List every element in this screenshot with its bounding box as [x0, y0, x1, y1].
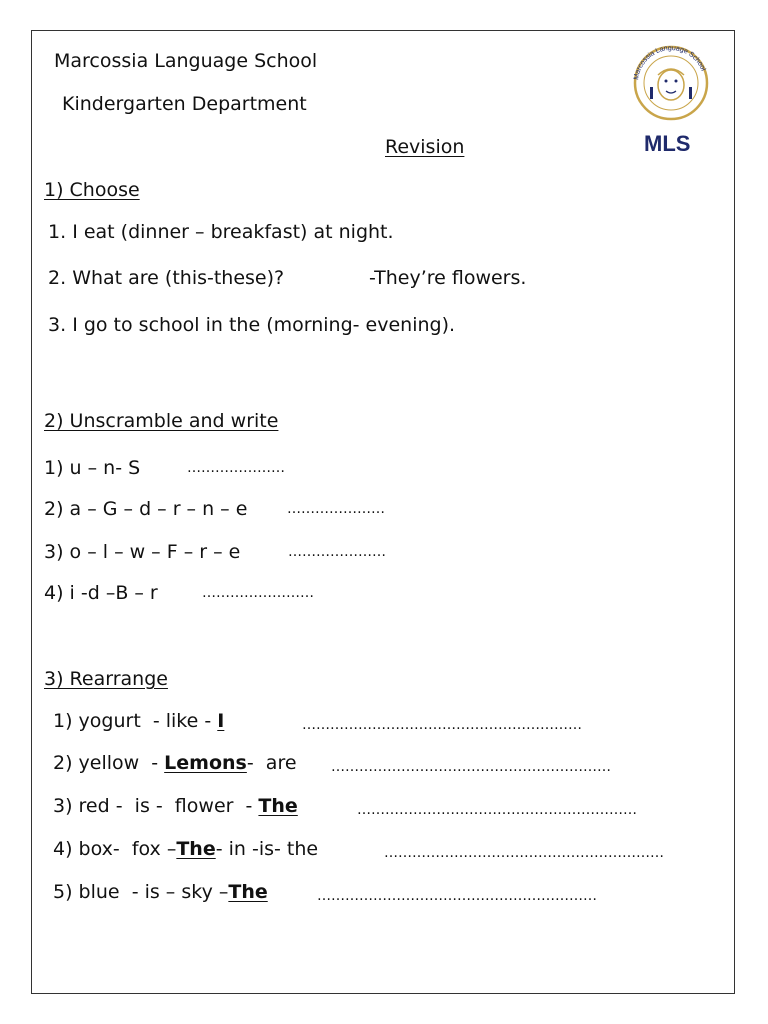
list-item: 4) i -d –B – r	[44, 582, 158, 604]
section2-heading: 2) Unscramble and write	[44, 410, 279, 432]
list-item: 5) blue - is – sky –The	[53, 881, 268, 903]
list-item: 2) yellow - Lemons- are	[53, 752, 297, 774]
list-item: 1) u – n- S	[44, 457, 141, 479]
worksheet-page	[31, 30, 735, 994]
section1-heading: 1) Choose	[44, 179, 140, 201]
list-item: 4) box- fox –The- in -is- the	[53, 838, 319, 860]
page-title: Revision	[385, 136, 465, 158]
list-item: 3) o – l – w – F – r – e	[44, 541, 241, 563]
list-item-answer: -They’re flowers.	[369, 267, 527, 289]
list-item: 2. What are (this-these)?	[48, 267, 285, 289]
department-name: Kindergarten Department	[62, 93, 307, 115]
answer-line: ……………………	[202, 585, 314, 601]
answer-line: ……………………………………………………	[384, 845, 664, 861]
list-item: 1. I eat (dinner – breakfast) at night.	[48, 221, 394, 243]
list-item: 1) yogurt - like - I	[53, 710, 225, 732]
answer-line: …………………	[187, 460, 285, 476]
answer-line: ……………………………………………………	[357, 802, 637, 818]
logo-ring-text: Marcossia Language School	[633, 44, 707, 81]
logo-abbreviation: MLS	[644, 131, 691, 156]
list-item: 3. I go to school in the (morning- evening).	[48, 314, 456, 336]
list-item: 3) red - is - flower - The	[53, 795, 298, 817]
svg-text:Marcossia Language School	[633, 45, 707, 80]
answer-line: …………………	[288, 544, 386, 560]
list-item: 2) a – G – d – r – n – e	[44, 498, 248, 520]
section3-heading: 3) Rearrange	[44, 668, 168, 690]
answer-line: …………………	[287, 501, 385, 517]
answer-line: ……………………………………………………	[302, 717, 582, 733]
answer-line: ……………………………………………………	[331, 759, 611, 775]
school-name: Marcossia Language School	[54, 50, 318, 72]
answer-line: ……………………………………………………	[317, 888, 597, 904]
